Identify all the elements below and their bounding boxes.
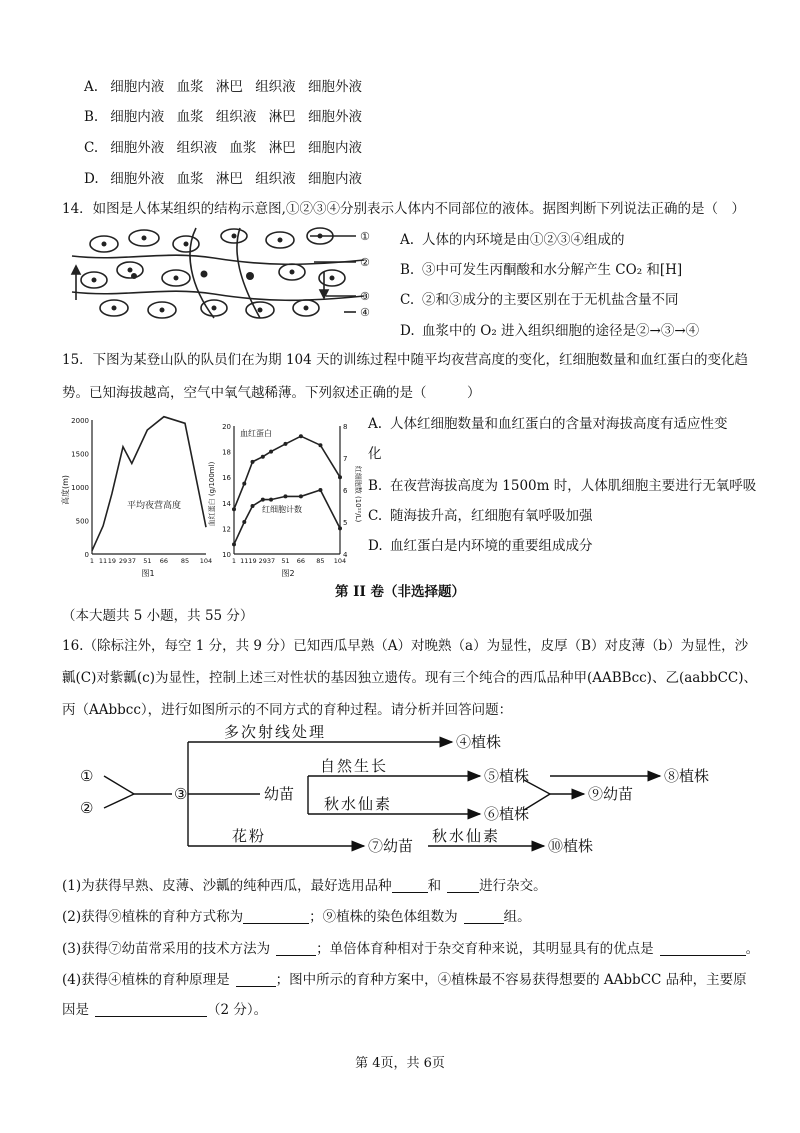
x-tick-label: 104 [199,557,213,565]
option-label: C. [368,508,383,524]
x-tick-label: 1 [231,557,237,565]
option-text: 血红蛋白是内环境的重要组成成分 [390,538,593,554]
y2-tick-label: 8 [343,423,348,431]
x-tick-label: 1 [89,557,95,565]
data-point [251,504,255,508]
q16-sub4 [62,970,747,990]
option-label: B. [84,109,99,125]
x-tick-label: 19 [248,557,257,565]
q13-option-d [84,169,362,189]
y-tick-label: 500 [75,517,89,526]
text: ；图中所示的育种方案中，④植株最不容易获得想要的 AAbbCC 品种，主要原 [275,972,747,988]
text: (2)获得⑨植株的育种方式称为 [62,909,244,925]
node-4: ④植株 [456,733,502,751]
term: 细胞外液 [307,109,362,125]
y2-tick-label: 6 [343,487,348,495]
option-text: 随海拔升高，红细胞有氧呼吸加强 [390,508,593,524]
y-tick-label: 0 [84,551,89,559]
x-tick-label: 11 [240,557,249,565]
term: 血浆 [176,109,204,125]
text: 和 [427,878,442,894]
y-tick-label: 20 [222,423,231,431]
term: 组织液 [255,79,296,95]
option-label: A. [400,232,415,248]
term: 细胞内液 [110,79,165,95]
section-note: （本大题共 5 小题，共 55 分） [62,608,254,624]
data-point [318,488,322,492]
data-point [269,498,273,502]
term: 淋巴 [215,171,243,187]
term: 细胞外液 [110,140,165,156]
x-tick-label: 51 [281,557,290,565]
answer-blank[interactable] [95,1002,207,1017]
q16-sub3 [62,939,759,959]
q14-option-b [400,260,682,280]
node-3: ③ [174,785,188,803]
data-point [338,475,342,479]
q15-option-a [368,414,728,434]
option-text: 血浆中的 O₂ 进入组织细胞的途径是②→③→④ [422,323,700,339]
q14-option-a [400,230,625,250]
option-label: C. [400,292,415,308]
data-point [299,494,303,498]
text: (1)为获得早熟、皮薄、沙瓤的纯种西瓜，最好选用品种 [62,878,392,894]
text: (4)获得④植株的育种原理是 [62,972,230,988]
term: 细胞内液 [307,140,362,156]
altitude-series-line [92,417,206,551]
answer-blank[interactable] [464,909,504,924]
text: ；单倍体育种相对于杂交育种来说，其明显具有的优点是 [316,941,654,957]
y-tick-label: 12 [222,525,231,534]
text: 进行杂交。 [479,878,547,894]
label-colchicine-1: 秋水仙素 [324,795,393,813]
x-tick-label: 19 [107,557,117,565]
chart2-ylabel: 血红蛋白 (g/100ml) [208,461,216,527]
y2-tick-label: 4 [343,551,348,559]
altitude-chart [58,410,216,580]
text: 组。 [503,909,531,925]
x-tick-label: 37 [266,557,276,565]
node-2: ② [80,799,94,817]
answer-blank[interactable] [392,878,428,893]
merge-line [104,776,134,794]
term: 细胞外液 [307,79,362,95]
label-colchicine-2: 秋水仙素 [432,827,501,845]
data-point [338,526,342,530]
node-8: ⑧植株 [664,767,710,785]
data-point [283,494,287,498]
x-tick-label: 37 [127,557,136,565]
x-tick-label: 66 [296,557,306,565]
option-label: D. [84,171,99,187]
breeding-diagram [72,724,712,860]
q14-stem: 14．如图是人体某组织的结构示意图,①②③④分别表示人体内不同部位的液体。据图判断下列说法正确的是（ ） [62,201,745,217]
node-1: ① [80,767,94,785]
q16-stem-line3: 丙（AAbbcc），进行如图所示的不同方式的育种过程。请分析并回答问题： [62,702,513,718]
q15-option-b [368,476,756,496]
label-natural: 自然生长 [320,757,389,775]
q16-stem-line2: 瓤(C)对紫瓤(c)为显性，控制上述三对性状的基因独立遗传。现有三个纯合的西瓜品种甲(AABBcc)、乙(aabbCC)、 [62,670,758,686]
tissue-cells [81,228,345,318]
x-tick-label: 85 [180,557,190,565]
q16-stem-line1: 16.（除标注外，每空 1 分，共 9 分）已知西瓜早熟（A）对晚熟（a）为显性，皮厚（B）对皮薄（b）为显性，沙 [62,638,749,654]
blood-chart [204,410,362,580]
text: 因是 [62,1002,89,1018]
y2-tick-label: 7 [343,455,348,463]
text: (3)获得⑦幼苗常采用的技术方法为 [62,941,271,957]
rbc-series-line [234,490,340,544]
data-point [232,507,236,511]
x-tick-label: 85 [316,557,325,565]
chart1-xlabel: 图1 [141,569,155,578]
chart2-series1-label: 血红蛋白 [240,429,272,438]
data-point [232,542,236,546]
option-label: D. [400,323,415,339]
chart1-title: 平均夜营高度 [126,501,182,511]
chart2-series2-label: 红细胞计数 [262,505,302,514]
data-point [261,498,265,502]
label-4: ④ [360,306,370,319]
q14-option-c [400,290,679,310]
node-7: ⑦幼苗 [368,837,414,855]
option-label: A. [368,416,383,432]
y-tick-label: 14 [222,499,231,508]
term: 淋巴 [215,79,243,95]
q15-stem-line1: 15．下图为某登山队的队员们在为期 104 天的训练过程中随平均夜营高度的变化，红细胞数量和血红蛋白的变化趋 [62,352,749,368]
data-point [299,434,303,438]
q15-stem-line2: 势。已知海拔越高，空气中氧气越稀薄。下列叙述正确的是（ ） [62,385,481,401]
text: （2 分）。 [207,1002,268,1018]
x-tick-label: 104 [333,557,347,565]
y-tick-label: 18 [222,448,231,457]
option-label: A. [84,79,99,95]
q14-option-d [400,321,699,341]
option-label: D. [368,538,383,554]
text: ；⑨植株的染色体组数为 [309,909,458,925]
term: 组织液 [176,140,218,156]
term: 血浆 [176,79,204,95]
y-tick-label: 1000 [71,484,89,492]
q13-option-b [84,107,362,127]
tissue-diagram [64,222,392,326]
q16-sub2 [62,907,531,927]
option-text: ③中可发生丙酮酸和水分解产生 CO₂ 和[H] [422,262,683,278]
label-radiation: 多次射线处理 [224,724,327,741]
term: 血浆 [176,171,204,187]
term: 淋巴 [268,109,296,125]
option-label: C. [84,140,99,156]
term: 血浆 [229,140,257,156]
node-6: ⑥植株 [484,805,530,823]
data-point [242,520,246,524]
data-point [269,450,273,454]
y2-tick-label: 5 [343,519,348,527]
data-point [318,443,322,447]
q15-option-d [368,536,593,556]
x-tick-label: 29 [258,557,267,565]
term: 淋巴 [268,140,296,156]
q16-sub1 [62,876,547,896]
x-tick-label: 29 [118,557,128,565]
x-tick-label: 51 [143,557,152,565]
y-tick-label: 1500 [71,450,89,459]
q15-option-a-cont: 化 [368,446,382,462]
chart2-xlabel: 图2 [281,569,295,578]
option-text: ②和③成分的主要区别在于无机盐含量不同 [422,292,679,308]
answer-blank[interactable] [660,941,746,956]
option-text: 在夜营海拔高度为 1500m 时，人体肌细胞主要进行无氧呼吸 [390,478,757,494]
page-footer: 第 4页，共 6页 [355,1056,445,1071]
q13-option-a [84,77,362,97]
merge-line [104,794,134,808]
term: 组织液 [255,171,296,187]
data-point [261,455,265,459]
answer-blank[interactable] [276,941,316,956]
option-label: B. [400,262,415,278]
option-text: 人体红细胞数量和血红蛋白的含量对海拔高度有适应性变 [390,416,728,432]
capillary-wall [72,291,364,300]
term: 组织液 [215,109,257,125]
answer-blank[interactable] [236,972,276,987]
x-tick-label: 11 [98,557,108,565]
data-point [251,460,255,464]
term: 细胞内液 [110,109,165,125]
node-5: ⑤植株 [484,767,530,785]
node-10: ⑩植株 [548,837,594,855]
node-seedling: 幼苗 [264,785,295,803]
answer-blank[interactable] [447,878,479,893]
text: 。 [745,941,760,957]
answer-blank[interactable] [243,909,309,924]
section-title: 第 II 卷（非选择题） [334,584,466,600]
chart2-y2label: 红细胞数 (10¹²/L) [354,465,362,523]
label-3: ③ [360,290,370,303]
q13-option-c [84,138,362,158]
capillary-wall [72,255,364,264]
y-tick-label: 10 [222,551,231,559]
q15-option-c [368,506,593,526]
label-1: ① [360,230,370,243]
option-label: B. [368,478,383,494]
chart1-ylabel: 高度(m) [61,474,70,506]
label-2: ② [360,256,370,269]
term: 细胞内液 [307,171,362,187]
x-tick-label: 66 [159,557,169,565]
data-point [283,442,287,446]
data-point [242,482,246,486]
q16-sub4-cont [62,1000,267,1020]
term: 细胞外液 [110,171,165,187]
label-pollen: 花粉 [232,827,267,845]
y-tick-label: 16 [222,474,231,483]
y-tick-label: 2000 [71,417,89,425]
option-text: 人体的内环境是由①②③④组成的 [422,232,625,248]
node-9: ⑨幼苗 [588,785,634,803]
